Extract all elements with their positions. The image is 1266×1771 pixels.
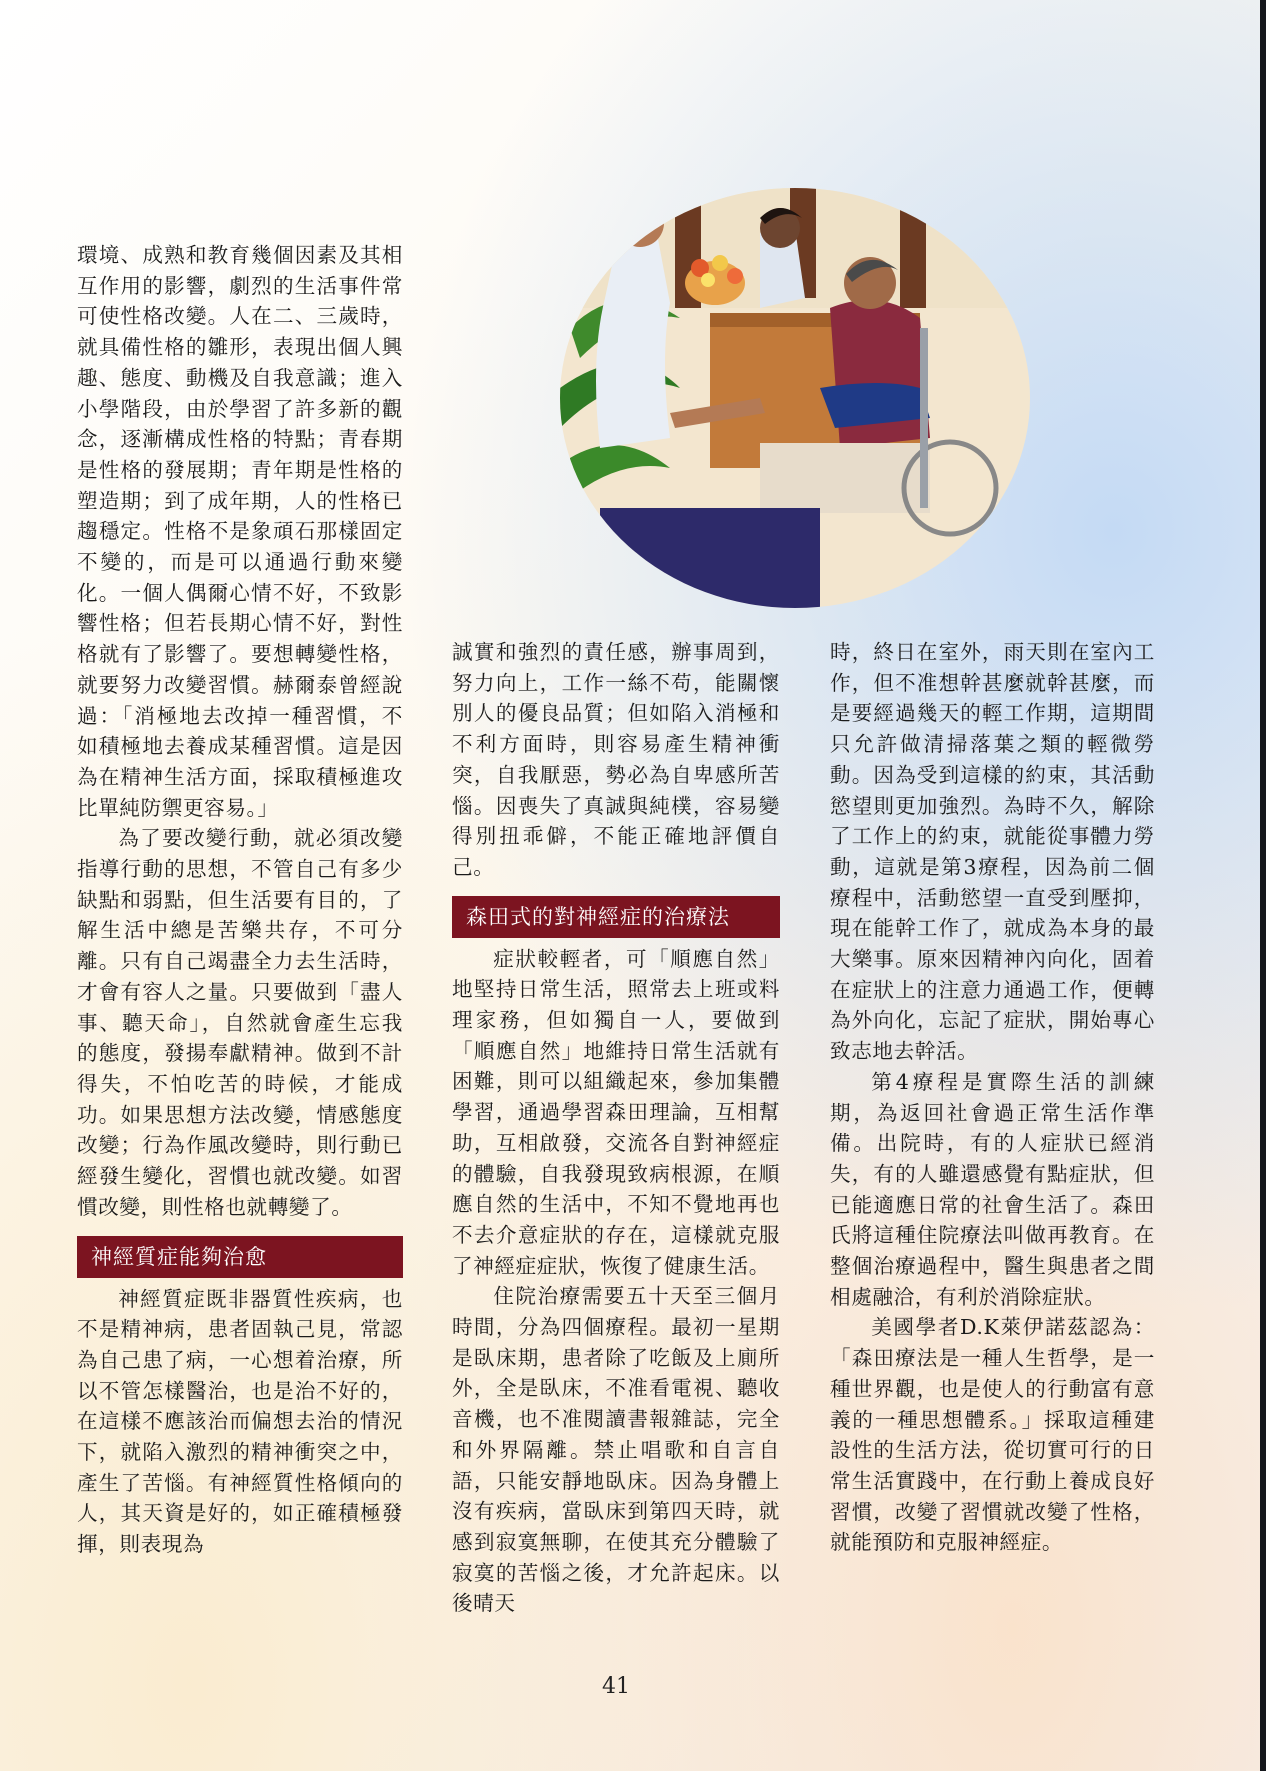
paragraph: 時，終日在室外，雨天則在室內工作，但不准想幹甚麼就幹甚麼，而是要經過幾天的輕工作期，這期間只允許做清掃落葉之類的輕微勞動。因為受到這樣的約束，其活動慾望則更加強烈。為時不久，解除了工作上的約束，就能從事體力勞動，這就是第3療程，因為前二個療程中，活動慾望一直受到壓抑，現在能幹工作了，就成為本身的最大樂事。原來因精神內向化，固着在症狀上的注意力通過工作，便轉為外向化，忘記了症狀，開始專心致志地去幹活。 [830,640,1155,1064]
paragraph: 誠實和強烈的責任感，辦事周到，努力向上，工作一絲不苟，能關懷別人的優良品質；但如陷入消極和不利方面時，則容易產生精神衝突，自我厭惡，勢必為自卑感所苦惱。因喪失了真誠與純樸，容易變得別扭乖僻，不能正確地評價自己。 [452,640,780,879]
paragraph: 美國學者D.K萊伊諾茲認為：「森田療法是一種人生哲學，是一種世界觀，也是使人的行動富有意義的一種思想體系。」採取這種建設性的生活方法，從切實可行的日常生活實踐中，在行動上養成良好習慣，改變了習慣就改變了性格，就能預防和克服神經症。 [830,1315,1155,1555]
text-column-1 [77,240,403,1560]
page-number: 41 [602,1674,630,1699]
text-column-3 [830,637,1155,1558]
text-column-2 [452,637,780,1619]
paragraph: 神經質症既非器質性疾病，也不是精神病，患者固執己見，常認為自己患了病，一心想着治療，所以不管怎樣醫治，也是治不好的，在這樣不應該治而偏想去治的情況下，就陷入激烈的精神衝突之中，產生了苦惱。有神經質性格傾向的人，其天資是好的，如正確積極發揮，則表現為 [77,1286,403,1557]
section-heading: 森田式的對神經症的治療法 [452,896,780,938]
hospital-photo [560,188,1030,608]
paragraph: 第4療程是實際生活的訓練期，為返回社會過正常生活作準備。出院時，有的人症狀已經消失，有的人雖還感覺有點症狀，但已能適應日常的社會生活了。森田氏將這種住院療法叫做再教育。在整個治療過程中，醫生與患者之間相處融洽，有利於消除症狀。 [830,1069,1155,1309]
paragraph: 為了要改變行動，就必須改變指導行動的思想，不管自己有多少缺點和弱點，但生活要有目的，了解生活中總是苦樂共存，不可分離。只有自己竭盡全力去生活時，才會有容人之量。只要做到「盡人事、聽天命」，自然就會產生忘我的態度，發揚奉獻精神。做到不計得失，不怕吃苦的時候，才能成功。如果思想方法改變，情感態度改變；行為作風改變時，則行動已經發生變化，習慣也就改變。如習慣改變，則性格也就轉變了。 [77,826,403,1219]
paragraph: 環境、成熟和教育幾個因素及其相互作用的影響，劇烈的生活事件常可使性格改變。人在二、三歲時，就具備性格的雛形，表現出個人興趣、態度、動機及自我意識；進入小學階段，由於學習了許多新的觀念，逐漸構成性格的特點；青春期是性格的發展期；青年期是性格的塑造期；到了成年期，人的性格已趨穩定。性格不是象頑石那樣固定不變的，而是可以通過行動來變化。一個人偶爾心情不好，不致影響性格；但若長期心情不好，對性格就有了影響了。要想轉變性格，就要努力改變習慣。赫爾泰曾經說過：「消極地去改掉一種習慣，不如積極地去養成某種習慣。這是因為在精神生活方面，採取積極進攻比單純防禦更容易。」 [77,243,403,820]
paragraph: 住院治療需要五十天至三個月時間，分為四個療程。最初一星期是臥床期，患者除了吃飯及上廁所外，全是臥床，不准看電視、聽收音機，也不准閱讀書報雜誌，完全和外界隔離。禁止唱歌和自言自語，只能安靜地臥床。因為身體上沒有疾病，當臥床到第四天時，就感到寂寞無聊，在使其充分體驗了寂寞的苦惱之後，才允許起床。以後晴天 [452,1284,780,1616]
paragraph: 症狀較輕者，可「順應自然」地堅持日常生活，照常去上班或料理家務，但如獨自一人，要做到「順應自然」地維持日常生活就有困難，則可以組織起來，參加集體學習，通過學習森田理論，互相幫助，互相啟發，交流各自對神經症的體驗，自我發現致病根源，在順應自然的生活中，不知不覺地再也不去介意症狀的存在，這樣就克服了神經症症狀，恢復了健康生活。 [452,946,780,1278]
hospital-scene-illustration [560,188,1030,608]
section-heading: 神經質症能夠治愈 [77,1236,403,1278]
page-edge [1260,0,1266,1771]
